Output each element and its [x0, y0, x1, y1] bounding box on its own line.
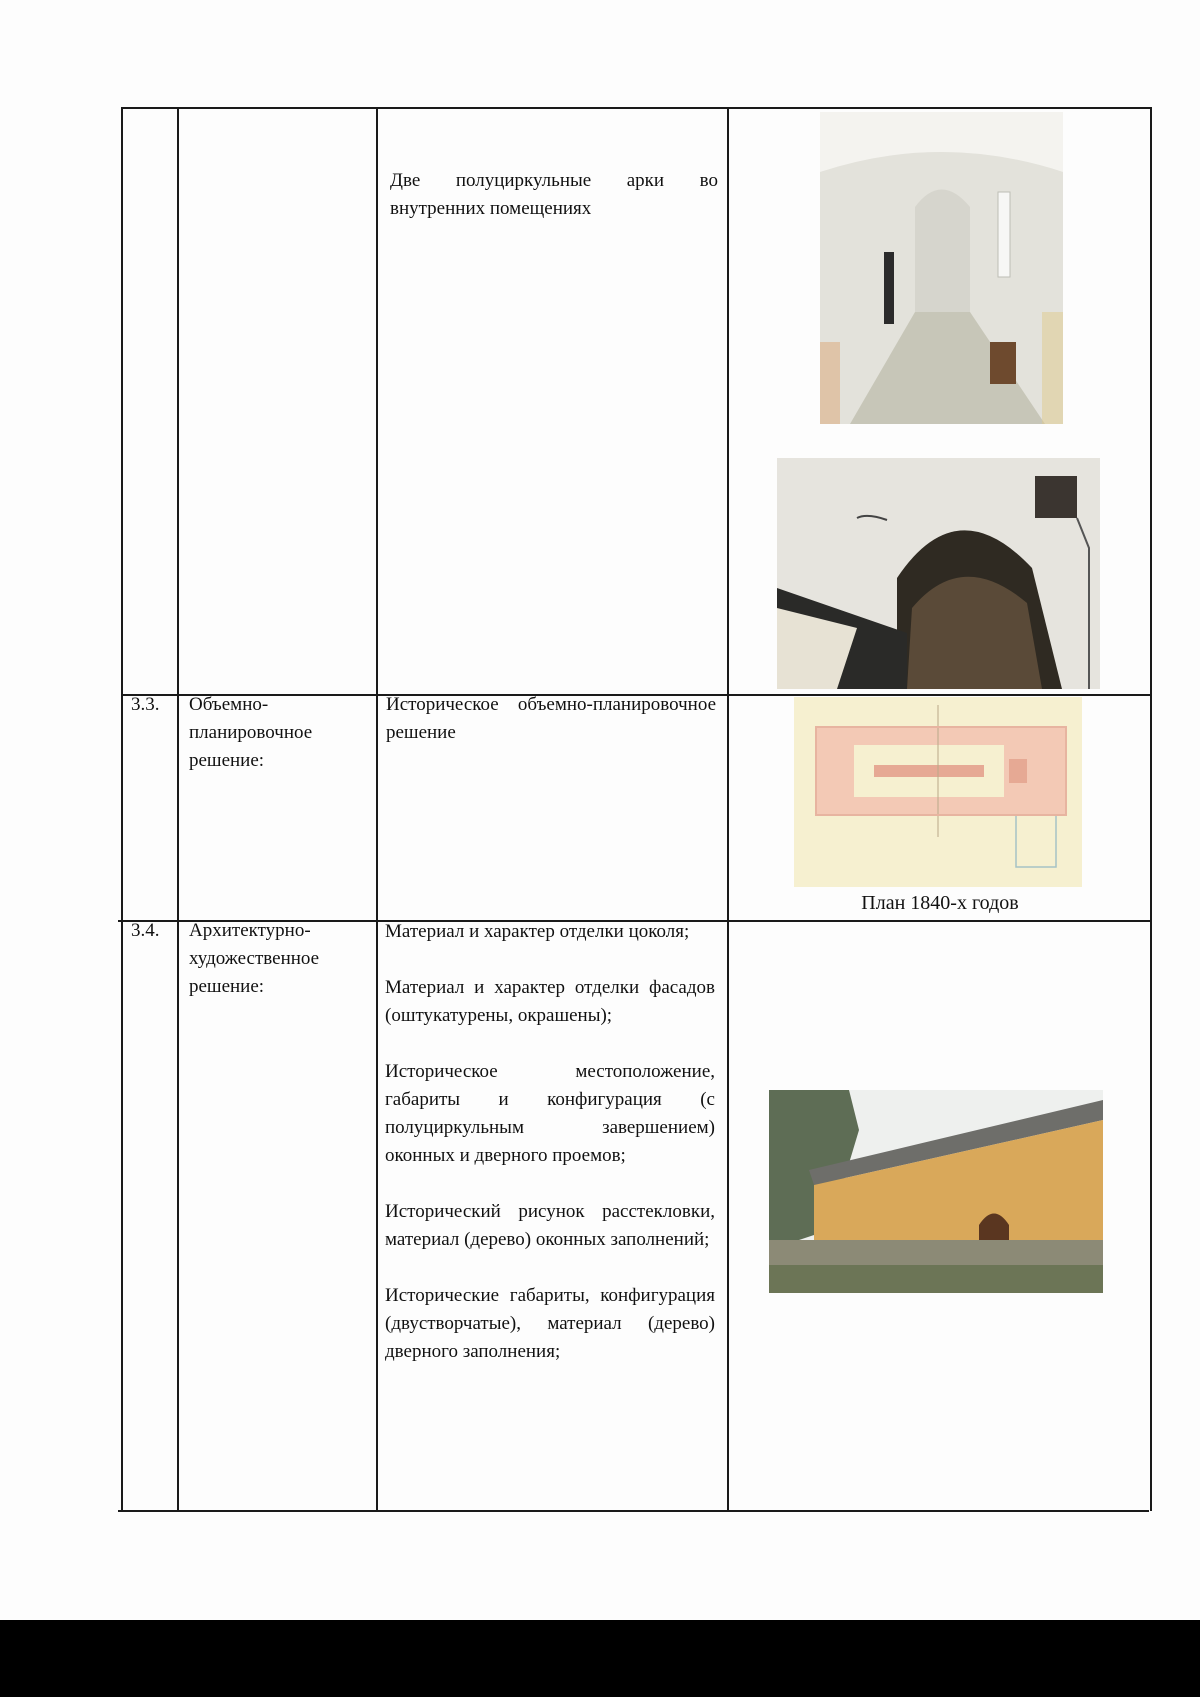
facade-exterior-photo	[769, 1090, 1103, 1293]
requirement-item: Материал и характер отделки цоколя;	[385, 921, 690, 942]
requirement-item: Историческое местоположение, габариты и конфигурация (с полуциркульным завершением) оконных и дверного проемов;	[385, 1061, 715, 1166]
column-divider-2	[376, 107, 378, 1511]
row-label-3-3: Объемно-планировочное решение:	[189, 694, 313, 771]
table-bottom-border	[118, 1510, 1149, 1512]
column-divider-3	[727, 107, 729, 1511]
arch-doorway-photo	[777, 458, 1100, 689]
requirement-item: Материал и характер отделки фасадов (оштукатурены, окрашены);	[385, 977, 715, 1026]
requirement-item: Исторические габариты, конфигурация (двустворчатые), материал (дерево) дверного заполнения;	[385, 1285, 715, 1362]
vaulted-corridor-photo	[820, 112, 1063, 424]
volumetric-description: Историческое объемно-планировочное решение	[386, 694, 716, 743]
table-left-border	[121, 107, 123, 1511]
scan-bottom-border	[0, 1620, 1200, 1697]
arches-description: Две полуциркульные арки во внутренних помещениях	[390, 170, 718, 219]
historical-floor-plan-image	[794, 697, 1082, 887]
column-divider-1	[177, 107, 179, 1511]
row-number-3-3: 3.3.	[131, 694, 160, 715]
table-right-border	[1150, 107, 1152, 1511]
row-number-3-4: 3.4.	[131, 920, 160, 941]
floor-plan-caption: План 1840-х годов	[861, 892, 1019, 914]
architectural-requirements-list	[385, 918, 715, 1394]
table-top-border	[121, 107, 1152, 109]
row-label-3-4: Архитектурно-художественное решение:	[189, 920, 320, 997]
requirement-item: Исторический рисунок расстекловки, материал (дерево) оконных заполнений;	[385, 1201, 715, 1250]
